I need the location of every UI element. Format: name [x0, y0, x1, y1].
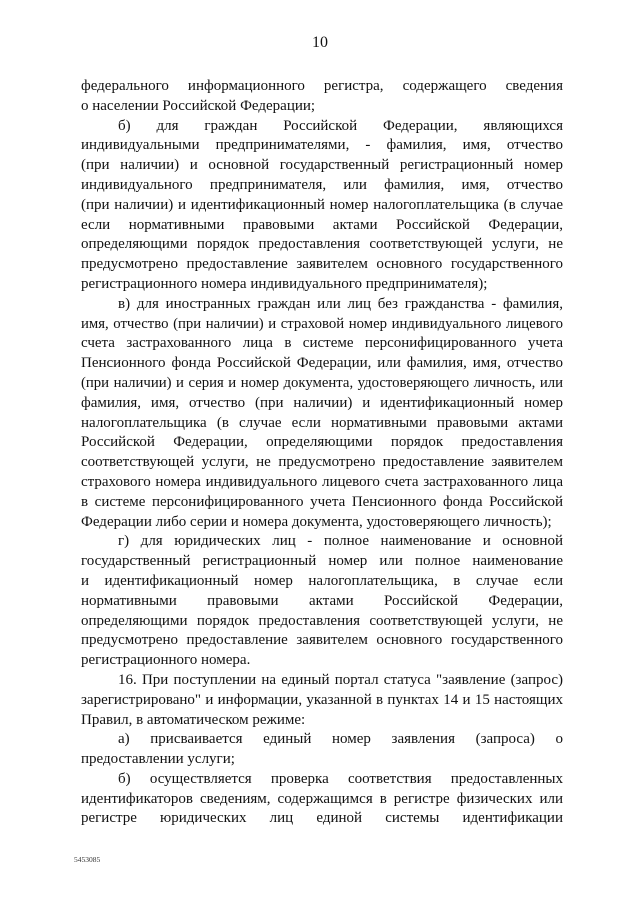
text-line: определяющими порядок предоставления соответствующей услуги, не [81, 612, 563, 629]
text-line: федерального информационного регистра, содержащего сведения [81, 78, 563, 94]
text-line: определяющими порядок предоставления соответствующей услуги, не [81, 236, 563, 253]
text-line: счета застрахованного лица в системе персонифицированного учета [81, 335, 563, 352]
text-line: если нормативными правовыми актами Российской Федерации, [81, 216, 563, 233]
text-line: зарегистрировано" и информации, указанной в пунктах 14 и 15 настоящих [81, 691, 563, 708]
text-line: Федерации либо серии и номера документа, удостоверяющего личность); [81, 513, 552, 530]
text-line: предусмотрено предоставление заявителем основного государственного [81, 256, 563, 273]
text-line: (при наличии) и серия и номер документа, удостоверяющего личность, или [81, 374, 563, 391]
text-line: г) для юридических лиц - полное наименование и основной [118, 533, 563, 550]
text-line: регистрационного номера. [81, 652, 251, 669]
text-line: предоставлении услуги; [81, 751, 235, 768]
text-line: Российской Федерации, определяющими порядок предоставления [81, 434, 563, 451]
document-body [81, 77, 563, 829]
page-number: 10 [312, 34, 328, 51]
text-line: 16. При поступлении на единый портал статуса "заявление (запрос) [118, 671, 563, 688]
text-line: в системе персонифицированного учета Пенсионного фонда Российской [81, 493, 563, 510]
text-line: соответствующей услуги, не предусмотрено предоставление заявителем [81, 454, 563, 471]
text-line: регистрационного номера индивидуального предпринимателя); [81, 275, 488, 292]
text-line: государственный регистрационный номер или полное наименование [81, 553, 563, 570]
text-line: Правил, в автоматическом режиме: [81, 711, 306, 728]
text-line: регистре юридических лиц единой системы идентификации [81, 810, 563, 827]
text-line: фамилия, имя, отчество (при наличии) и идентификационный номер [81, 394, 563, 411]
text-line: налогоплательщика (в случае если нормативными правовыми актами [81, 414, 563, 431]
text-line: б) осуществляется проверка соответствия предоставленных [118, 770, 563, 787]
text-line: и идентификационный номер налогоплательщика, в случае если [81, 572, 563, 589]
text-line: идентификаторов сведениям, содержащимся в регистре физических или [81, 790, 563, 807]
text-line: имя, отчество (при наличии) и страховой номер индивидуального лицевого [81, 315, 563, 332]
text-line: Пенсионного фонда Российской Федерации, или фамилия, имя, отчество [81, 355, 563, 372]
text-line: индивидуального предпринимателя, или фамилия, имя, отчество [81, 176, 563, 193]
text-line: (при наличии) и идентификационный номер налогоплательщика (в случае [81, 196, 563, 213]
text-line: страхового номера индивидуального лицевого счета застрахованного лица [81, 473, 563, 490]
text-line: о населении Российской Федерации; [81, 97, 316, 114]
text-line: индивидуальными предпринимателями, - фамилия, имя, отчество [81, 137, 563, 154]
document-code: 5453085 [74, 855, 101, 864]
text-line: предусмотрено предоставление заявителем основного государственного [81, 632, 563, 649]
text-line: нормативными правовыми актами Российской Федерации, [81, 592, 563, 609]
text-line: б) для граждан Российской Федерации, являющихся [118, 117, 563, 134]
text-line: в) для иностранных граждан или лиц без гражданства - фамилия, [118, 295, 563, 312]
text-line: (при наличии) и основной государственный регистрационный номер [81, 157, 563, 174]
text-line: а) присваивается единый номер заявления (запроса) о [118, 731, 563, 748]
